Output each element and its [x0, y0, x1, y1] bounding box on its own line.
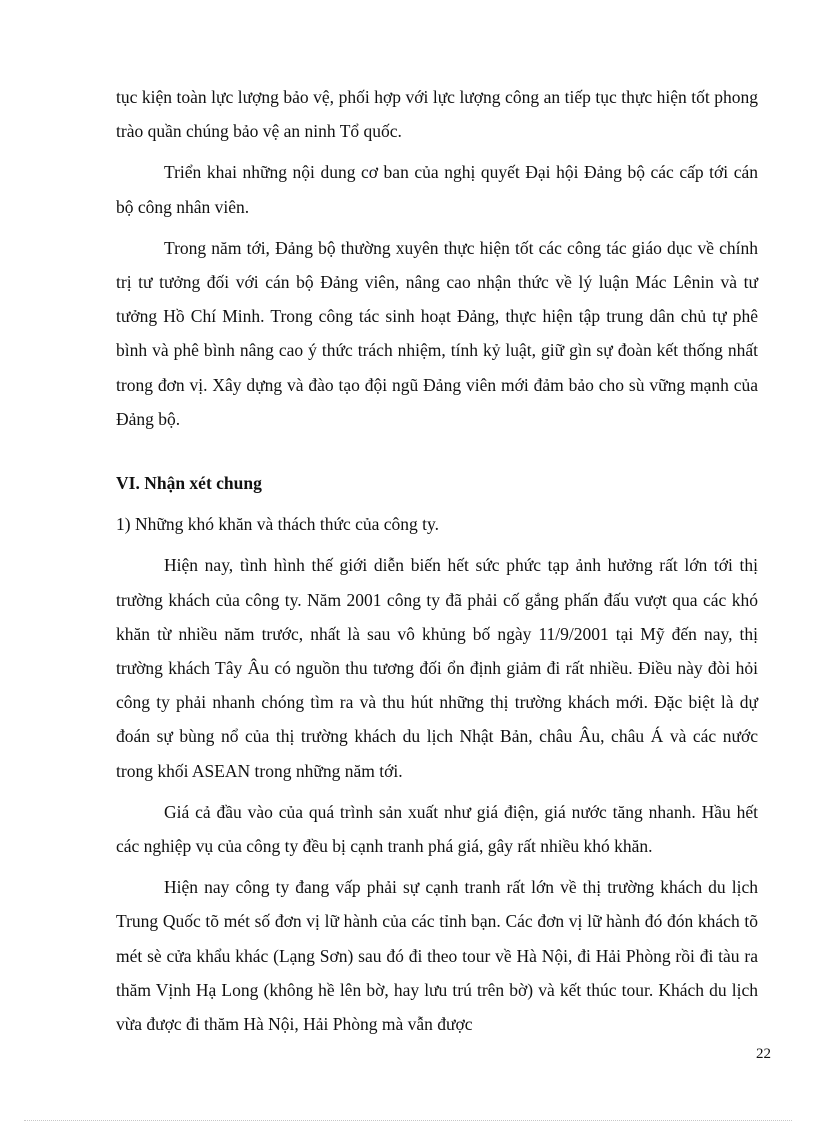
footer-divider [24, 1120, 792, 1121]
paragraph-party-education: Trong năm tới, Đảng bộ thường xuyên thực hiện tốt các công tác giáo dục về chính trị tư tưởng đối với cán bộ Đảng viên, nâng cao nhận thức về lý luận Mác Lênin và tư tưởng Hồ Chí Minh. Trong công tác sinh hoạt Đảng, thực hiện tập trung dân chủ tự phê bình và phê bình nâng cao ý thức trách nhiệm, tính kỷ luật, giữ gìn sự đoàn kết thống nhất trong đơn vị. Xây dựng và đào tạo đội ngũ Đảng viên mới đảm bảo cho sù vững mạnh của Đảng bộ. [116, 237, 758, 429]
section-heading: VI. Nhận xét chung [116, 473, 262, 494]
paragraph-party-resolution: Triển khai những nội dung cơ ban của nghị quyết Đại hội Đảng bộ các cấp tới cán bộ công nhân viên. [116, 162, 758, 217]
paragraph-competition: Hiện nay công ty đang vấp phải sự cạnh tranh rất lớn về thị trường khách du lịch Trung Quốc tõ mét số đơn vị lữ hành của các tỉnh bạn. Các đơn vị lữ hành đó đón khách tõ mét sè cửa khẩu khác (Lạng Sơn) sau đó đi theo tour về Hà Nội, đi Hải Phòng rồi đi tàu ra thăm Vịnh Hạ Long (không hề lên bờ, hay lưu trú trên bờ) và kết thúc tour. Khách du lịch vừa được đi thăm Hà Nội, Hải Phòng mà vẫn được [116, 877, 758, 1035]
paragraph-input-prices: Giá cả đầu vào của quá trình sản xuất như giá điện, giá nước tăng nhanh. Hầu hết các nghiệp vụ của công ty đều bị cạnh tranh phá giá, gây rất nhiều khó khăn. [116, 801, 758, 857]
paragraph-world-situation: Hiện nay, tình hình thế giới diễn biến hết sức phức tạp ảnh hưởng rất lớn tới thị trường khách của công ty. Năm 2001 công ty đã phải cố gắng phấn đấu vượt qua các khó khăn từ nhiều năm trước, nhất là sau vô khủng bố ngày 11/9/2001 tại Mỹ đến nay, thị trường khách Tây Âu có nguồn thu tương đối ổn định giảm đi rất nhiều. Điều này đòi hỏi công ty phải nhanh chóng tìm ra và thu hút những thị trường khách mới. Đặc biệt là dự đoán sự bùng nổ của thị trường khách du lịch Nhật Bản, châu Âu, châu Á và các nước trong khối ASEAN trong những năm tới. [116, 555, 758, 781]
paragraph-continuation: tục kiện toàn lực lượng bảo vệ, phối hợp với lực lượng công an tiếp tục thực hiện tốt phong trào quần chúng bảo vệ an ninh Tổ quốc. [116, 87, 758, 142]
page-body [116, 80, 758, 1048]
subsection-heading: 1) Những khó khăn và thách thức của công ty. [116, 514, 440, 535]
page-number: 22 [756, 1046, 771, 1062]
